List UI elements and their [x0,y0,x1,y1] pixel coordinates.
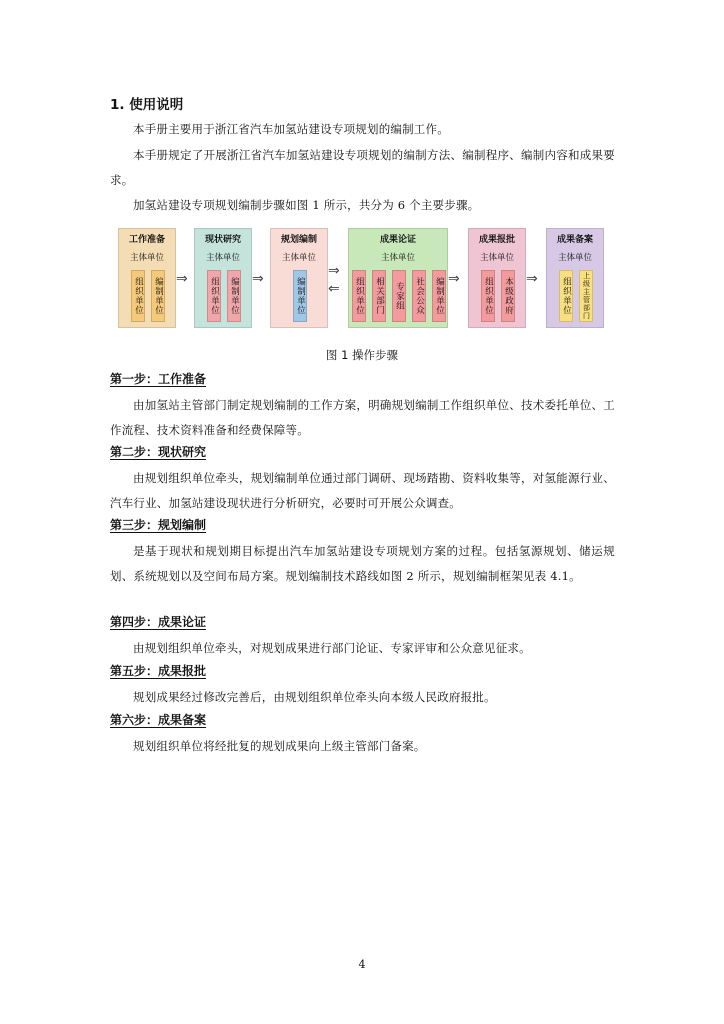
unit-box: 组织单位 [559,270,573,322]
unit-box: 组织单位 [207,270,221,322]
step-3-text: 是基于现状和规划期目标提出汽车加氢站建设专项规划方案的过程。包括氢源规划、储运规划、系统规划以及空间布局方案。规划编制技术路线如图 2 所示，规划编制框架见表 4.1。 [110,544,615,583]
intro-paragraph-2: 本手册规定了开展浙江省汽车加氢站建设专项规划的编制方法、编制程序、编制内容和成果要求。 [110,148,615,187]
step-2-text: 由规划组织单位牵头，规划编制单位通过部门调研、现场踏勘、资料收集等，对氢能源行业、汽车行业、加氢站建设现状进行分析研究，必要时可开展公众调查。 [110,471,615,510]
unit-box: 社会公众 [412,270,426,322]
unit-box: 组织单位 [352,270,366,322]
unit-box: 编制单位 [432,270,446,322]
unit-box: 相关部门 [372,270,386,322]
stage-title: 规划编制 [280,235,317,245]
stage-box [348,228,448,328]
stage-title: 成果论证 [379,235,416,245]
step-6-text: 规划组织单位将经批复的规划成果向上级主管部门备案。 [133,739,426,753]
stage-subtitle: 主体单位 [281,253,316,263]
flow-arrow-icon: ⇒ [526,271,538,287]
figure-caption: 图 1 操作步骤 [325,348,399,362]
unit-box: 组织单位 [131,270,145,322]
stage-subtitle: 主体单位 [479,253,514,263]
stage-subtitle: 主体单位 [129,253,164,263]
step-2-heading: 第二步：现状研究 [110,445,207,459]
stage-box [468,228,526,328]
intro-paragraph-3: 加氢站建设专项规划编制步骤如图 1 所示，共分为 6 个主要步骤。 [133,198,480,212]
unit-box: 上级主管部门 [579,270,593,322]
flow-arrow-icon: ⇒ [176,271,188,287]
page-number: 4 [358,958,366,971]
step-1-text: 由加氢站主管部门制定规划编制的工作方案，明确规划编制工作组织单位、技术委托单位、工作流程、技术资料准备和经费保障等。 [110,398,615,437]
section-title: 1. 使用说明 [110,97,184,113]
stage-subtitle: 主体单位 [557,253,592,263]
unit-box: 编制单位 [151,270,165,322]
step-6-heading: 第六步：成果备案 [110,713,207,727]
workflow-diagram [118,228,606,330]
stage-box [194,228,252,328]
flow-arrow-icon: ⇒ [448,271,460,287]
stage-title: 成果报批 [478,235,515,245]
stage-title: 成果备案 [556,235,593,245]
stage-subtitle: 主体单位 [205,253,240,263]
stage-title: 工作准备 [128,235,165,245]
flow-arrow-icon: ⇐ [328,281,340,297]
stage-box [546,228,604,328]
stage-title: 现状研究 [204,235,241,245]
step-4-heading: 第四步：成果论证 [110,615,207,629]
step-5-text: 规划成果经过修改完善后，由规划组织单位牵头向本级人民政府报批。 [133,690,496,704]
stage-box [270,228,328,328]
unit-box: 组织单位 [481,270,495,322]
step-3-heading: 第三步：规划编制 [110,518,207,532]
stage-subtitle: 主体单位 [380,253,415,263]
intro-paragraph-1: 本手册主要用于浙江省汽车加氢站建设专项规划的编制工作。 [133,122,449,136]
step-1-heading: 第一步：工作准备 [110,372,207,386]
unit-box: 本级政府 [501,270,515,322]
step-5-heading: 第五步：成果报批 [110,664,207,678]
stage-box [118,228,176,328]
unit-box: 专家组 [392,270,406,322]
unit-box: 编制单位 [293,270,307,322]
unit-box: 编制单位 [227,270,241,322]
flow-arrow-icon: ⇒ [252,271,264,287]
step-4-text: 由规划组织单位牵头，对规划成果进行部门论证、专家评审和公众意见征求。 [133,641,531,655]
flow-arrow-icon: ⇒ [328,263,340,279]
